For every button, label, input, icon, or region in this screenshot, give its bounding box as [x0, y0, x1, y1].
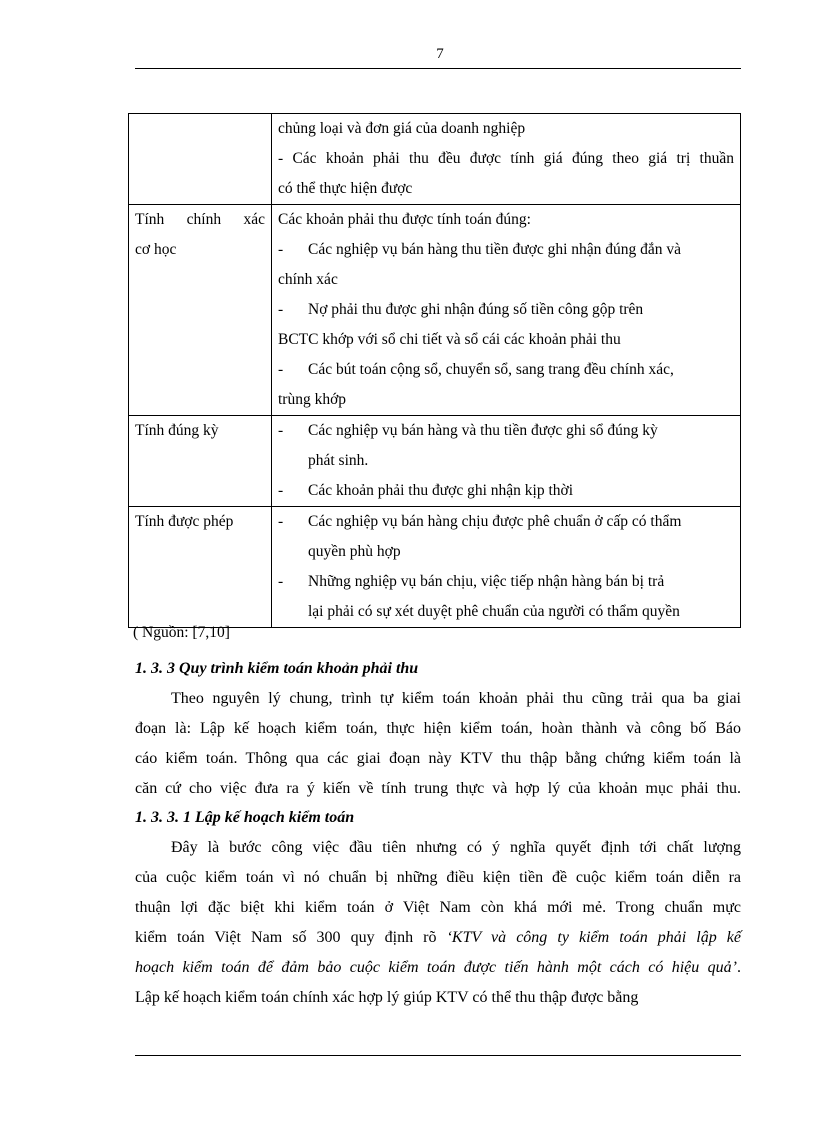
- bullet-continuation: BCTC khớp với sổ chi tiết và sổ cái các khoản phải thu: [278, 331, 621, 348]
- paragraph-line: đoạn là: Lập kế hoạch kiểm toán, thực hiện kiểm toán, hoàn thành và công bố Báo: [135, 720, 741, 737]
- dash-marker: -: [278, 513, 284, 530]
- content-cell: [272, 507, 741, 628]
- section-lap-ke-hoach: [135, 803, 741, 1013]
- paragraph-line: của cuộc kiểm toán vì nó chuẩn bị những điều kiện tiền đề cuộc kiểm toán diễn ra: [135, 869, 741, 886]
- audit-criteria-table: [128, 113, 741, 628]
- table-row: [129, 205, 741, 416]
- dash-marker: -: [278, 422, 284, 439]
- section-heading: 1. 3. 3. 1 Lập kế hoạch kiểm toán: [135, 809, 355, 826]
- paragraph-line: [135, 923, 741, 953]
- footer-rule: [135, 1055, 741, 1056]
- header-rule: [135, 68, 741, 69]
- bullet-line: Các nghiệp vụ bán hàng chịu được phê chuẩn ở cấp có thẩm: [308, 513, 682, 530]
- bullet-continuation: chính xác: [278, 271, 338, 288]
- paragraph-line: Theo nguyên lý chung, trình tự kiểm toán khoản phải thu cũng trải qua ba giai: [171, 690, 741, 707]
- content-cell: [272, 416, 741, 507]
- bullet-item: [278, 507, 734, 537]
- page-number: 7: [436, 46, 444, 62]
- bullet-line: Các khoản phải thu được ghi nhận kịp thời: [308, 482, 573, 499]
- table-row: [129, 507, 741, 628]
- paragraph-line: Đây là bước công việc đầu tiên nhưng có ý nghĩa quyết định tới chất lượng: [171, 839, 741, 856]
- dash-marker: -: [278, 361, 284, 378]
- bullet-continuation: quyền phù hợp: [308, 543, 401, 560]
- paragraph-line: thuận lợi đặc biệt khi kiểm toán ở Việt Nam còn khá mới mẻ. Trong chuẩn mực: [135, 899, 741, 916]
- dash-marker: -: [278, 301, 284, 318]
- criterion-cell: Tính đúng kỳ: [129, 416, 272, 507]
- paragraph-line: [135, 953, 741, 983]
- section-heading: 1. 3. 3 Quy trình kiểm toán khoản phải thu: [135, 660, 419, 677]
- dash-marker: -: [278, 482, 284, 499]
- bullet-item: [278, 476, 734, 506]
- table-row: [129, 114, 741, 205]
- bullet-line: Các nghiệp vụ bán hàng và thu tiền được ghi sổ đúng kỳ: [308, 422, 658, 439]
- quoted-standard: hoạch kiểm toán để đảm bảo cuộc kiểm toán được tiến hành một cách có hiệu quả’: [135, 959, 737, 976]
- bullet-continuation: trùng khớp: [278, 391, 347, 408]
- bullet-item: [278, 567, 734, 597]
- quoted-standard: ‘KTV và công ty kiểm toán phải lập kế: [446, 929, 742, 946]
- criterion-cell: [129, 114, 272, 205]
- section-quy-trinh: [135, 654, 741, 804]
- dash-marker: -: [278, 241, 284, 258]
- dash-marker: -: [278, 573, 284, 590]
- bullet-line: Các nghiệp vụ bán hàng thu tiền được ghi nhận đúng đắn và: [308, 241, 682, 258]
- criterion-cell: [129, 205, 272, 416]
- paragraph-line: cáo kiểm toán. Thông qua các giai đoạn này KTV thu thập bằng chứng kiểm toán là: [135, 750, 741, 767]
- content-cell: [272, 114, 741, 205]
- content-line: - Các khoản phải thu đều được tính giá đúng theo giá trị thuần: [278, 150, 734, 167]
- content-cell: [272, 205, 741, 416]
- table-row: [129, 416, 741, 507]
- bullet-item: [278, 295, 734, 325]
- bullet-continuation: phát sinh.: [308, 452, 369, 469]
- source-note: ( Nguồn: [7,10]: [133, 624, 230, 641]
- criterion-line: Tính chính xác: [135, 211, 265, 228]
- bullet-item: [278, 235, 734, 265]
- bullet-line: Các bút toán cộng sổ, chuyển sổ, sang trang đều chính xác,: [308, 361, 674, 378]
- paragraph-line: căn cứ cho việc đưa ra ý kiến về tính trung thực và hợp lý của khoản mục phải thu.: [135, 780, 741, 797]
- text-run: .: [737, 959, 741, 976]
- content-line: chủng loại và đơn giá của doanh nghiệp: [278, 120, 526, 137]
- content-intro: Các khoản phải thu được tính toán đúng:: [278, 211, 531, 228]
- bullet-line: Những nghiệp vụ bán chịu, việc tiếp nhận hàng bán bị trả: [308, 573, 665, 590]
- content-line: có thể thực hiện được: [278, 180, 413, 197]
- bullet-line: Nợ phải thu được ghi nhận đúng số tiền công gộp trên: [308, 301, 644, 318]
- text-run: kiểm toán Việt Nam số 300 quy định rõ: [135, 929, 447, 946]
- criterion-line: cơ học: [135, 241, 177, 258]
- bullet-continuation: lại phải có sự xét duyệt phê chuẩn của người có thẩm quyền: [308, 603, 680, 620]
- criterion-cell: Tính được phép: [129, 507, 272, 628]
- paragraph-line: Lập kế hoạch kiểm toán chính xác hợp lý giúp KTV có thể thu thập được bằng: [135, 989, 639, 1006]
- bullet-item: [278, 355, 734, 385]
- bullet-item: [278, 416, 734, 446]
